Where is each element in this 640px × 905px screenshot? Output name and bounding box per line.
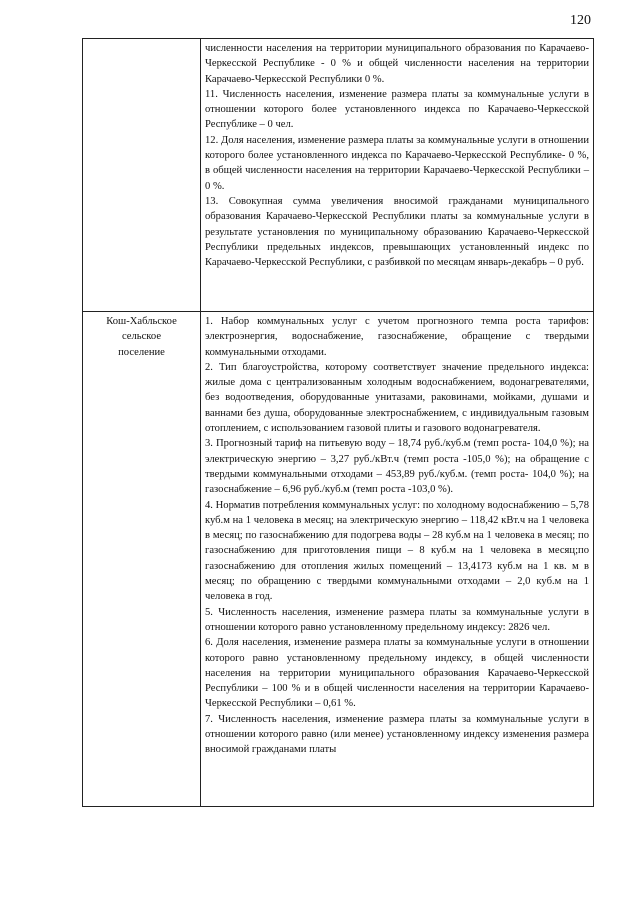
settlement-name-cell: [83, 39, 201, 312]
indicator-paragraph: численности населения на территории муниципального образования по Карачаево-Черкесской Республике - 0 % и общей численности населения на территории Карачаево-Черкесской Республики 0 %.: [205, 43, 589, 85]
indicator-paragraph: 1. Набор коммунальных услуг с учетом прогнозного темпа роста тарифов: электроэнергия, водоснабжение, газоснабжение, обращение с твердыми коммунальными отходами.: [205, 316, 589, 358]
settlement-name-line: сельское: [121, 331, 162, 343]
indicator-paragraph: 4. Норматив потребления коммунальных услуг: по холодному водоснабжению – 5,78 куб.м на 1 человека в месяц; на электрическую энергию – 118,42 кВт.ч на 1 человека в месяц; по газоснабжению для подогрева воды – 28 куб.м на 1 человека в месяц; по газоснабжению для приготовления пищи – 8 куб.м на 1 человека в месяц;по газоснабжению для отопления жилых помещений – 13,4173 куб.м на 1 кв. м в месяц; по обращению с твердыми коммунальными отходами – 2,0 куб.м на 1 человека в год.: [205, 499, 589, 603]
indicators-cell: [201, 39, 594, 312]
settlement-name-line: Кош-Хабльское: [106, 316, 177, 327]
indicator-paragraph: 5. Численность населения, изменение размера платы за коммунальные услуги в отношении которого равно установленному предельному индексу: 2826 чел.: [205, 606, 589, 633]
settlement-name-line: поселение: [118, 346, 165, 358]
indicator-paragraph: 12. Доля населения, изменение размера платы за коммунальные услуги в отношении которого более установленного индекса по Карачаево-Черкесской Республике- 0 %, в общей численности населения на территории Карачаево-Черкесской Республики – 0 %.: [205, 134, 589, 192]
indices-table: [82, 38, 594, 807]
indicator-paragraph: 7. Численность населения, изменение размера платы за коммунальные услуги в отношении которого равно (или менее) установленному индексу изменения размера вносимой гражданами платы: [205, 713, 589, 756]
indicator-paragraph: 13. Совокупная сумма увеличения вносимой гражданами муниципального образования Карачаево-Черкесской Республики платы за коммунальные услуги в результате установления по муниципальному образованию Карачаево-Черкесской Республики предельных индексов, превышающих установленный индекс по Карачаево-Черкесской Республики, с разбивкой по месяцам январь-декабрь – 0 руб.: [205, 195, 589, 269]
indicator-paragraph: 3. Прогнозный тариф на питьевую воду – 18,74 руб./куб.м (темп роста- 104,0 %); на электрическую энергию – 3,27 руб./кВт.ч (темп роста -105,0 %); на обращение с твердыми коммунальными отходами – 453,89 руб./куб.м. (темп роста- 104,0 %); на газоснабжение – 6,96 руб./куб.м (темп роста -103,0 %).: [205, 438, 589, 496]
indicator-paragraph: 2. Тип благоустройства, которому соответствует значение предельного индекса: жилые дома с централизованным холодным водоснабжением, водонагревателями, без водоотведения, оборудованные унитазами, раковинами, мойками, душами и ваннами без душа, оборудованные электроснабжением, с индивидуальным газовым отоплением, с использованием газовой плиты и газового водонагревателя.: [205, 361, 589, 435]
indicators-cell: [201, 312, 594, 807]
settlement-name-cell: [83, 312, 201, 807]
page-number: 120: [570, 13, 591, 28]
indicator-paragraph: 6. Доля населения, изменение размера платы за коммунальные услуги в отношении которого равно установленному предельному индексу, в общей численности населения на территории муниципального образования Карачаево-Черкесской Республики – 100 % и в общей численности населения на территории Карачаево-Черкесской Республики – 0,61 %.: [205, 637, 589, 710]
table-row: [83, 312, 594, 807]
indicator-paragraph: 11. Численность населения, изменение размера платы за коммунальные услуги в отношении которого более установленного индекса по Карачаево-Черкесской Республике – 0 чел.: [205, 88, 589, 131]
table-row: [83, 39, 594, 312]
